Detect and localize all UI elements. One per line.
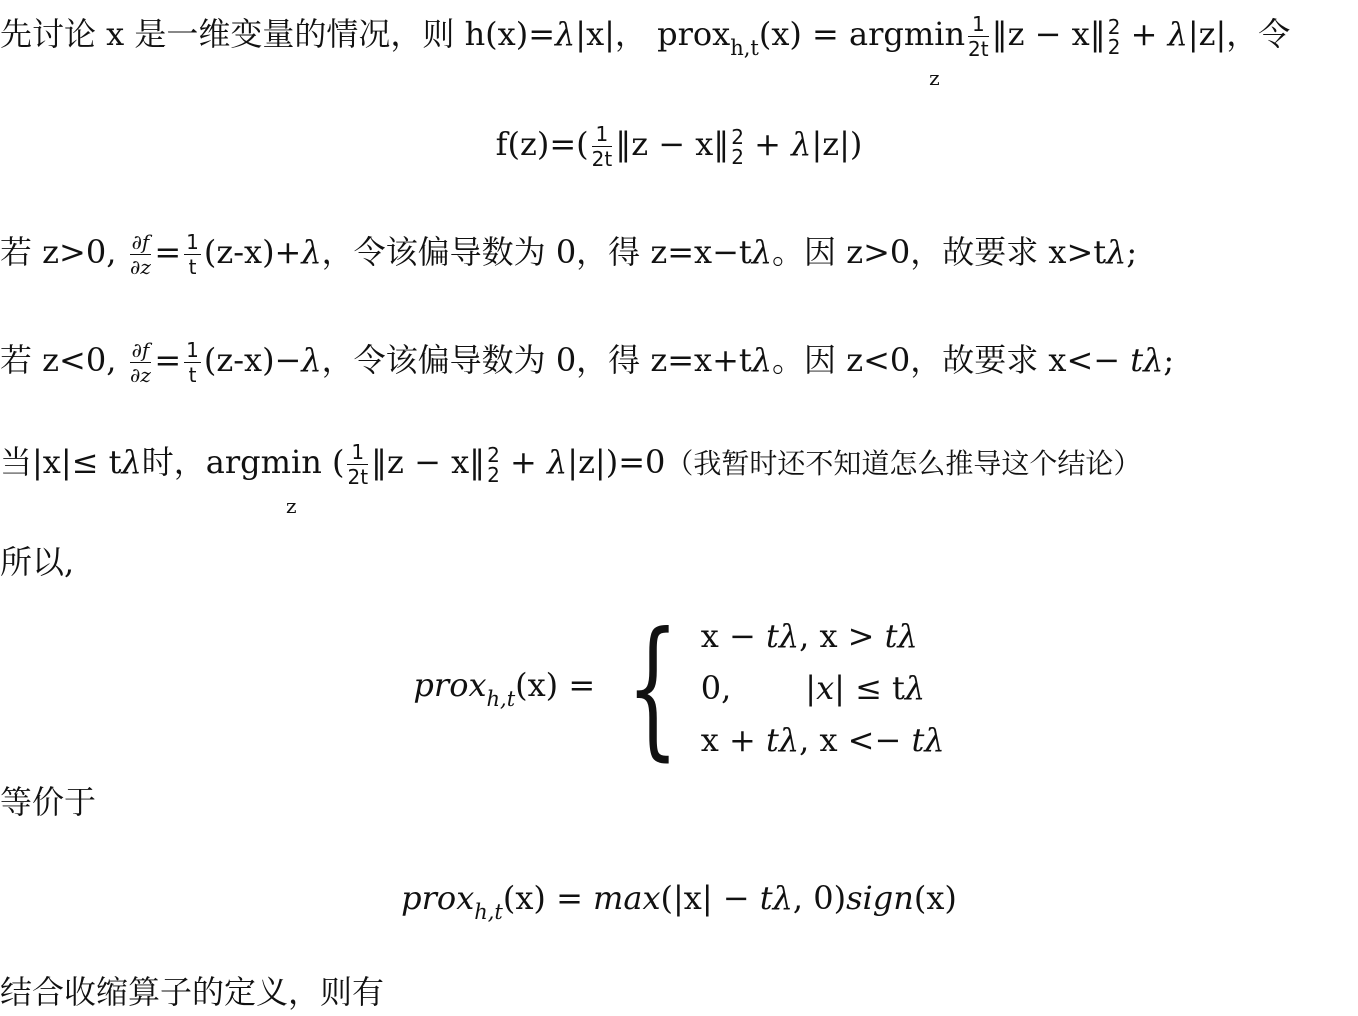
frac-num: 1	[186, 338, 199, 362]
semicolon: ;	[1126, 233, 1138, 271]
norm-expression: ‖z − x‖	[991, 15, 1106, 53]
case-1-a: x −	[700, 616, 766, 655]
abs-part: (|x| −	[660, 879, 760, 917]
derivative-expr: (z-x)+	[203, 233, 302, 271]
intro-end: |z|，令	[1187, 15, 1291, 53]
argmin-prefix: 时，arg	[141, 443, 261, 481]
fraction-1-over-t	[184, 340, 201, 385]
frac-den: t	[188, 363, 197, 387]
min-subscript: z	[929, 66, 940, 90]
frac-num: 1	[347, 442, 368, 465]
author-note: （我暂时还不知道怎么推导这个结论）	[665, 447, 1142, 480]
case-3-cond: , x <−	[799, 720, 912, 759]
prox-label: prox	[657, 15, 731, 53]
norm-expression: ‖z − x‖	[615, 125, 730, 163]
lambda-symbol: λ	[547, 443, 568, 481]
argmin-prefix: (x) = arg	[758, 15, 904, 53]
intro-text: 先讨论 x 是一维变量的情况，则 h(x)=	[0, 15, 556, 53]
fraction-1-over-2t	[968, 14, 989, 59]
norm-sup: 2	[731, 124, 744, 149]
plus-sign: +	[1120, 15, 1168, 53]
case-3	[701, 714, 945, 766]
derivative-expr: (z-x)−	[203, 341, 302, 379]
equals-sign: =	[154, 233, 182, 271]
lambda-symbol: λ	[301, 233, 322, 271]
case-text-2: 。因 z<0，故要求 x<−	[772, 341, 1131, 379]
norm-sub: 2	[487, 462, 500, 487]
case-3-a: x +	[700, 720, 766, 759]
pd-den: ∂z	[129, 255, 151, 279]
case-prefix: 若 z>0,	[0, 233, 127, 271]
plus-sign: +	[499, 443, 547, 481]
left-brace-icon: {	[626, 600, 680, 775]
lambda-symbol: λ	[555, 15, 576, 53]
case-text: ，令该偏导数为 0，得 z=x−t	[321, 233, 752, 271]
case-1	[701, 610, 945, 662]
equals-sign: =	[154, 341, 182, 379]
piecewise-equation	[0, 600, 1358, 775]
frac-num: 1	[592, 124, 613, 147]
therefore-line: 所以,	[0, 543, 75, 581]
t-lambda: tλ	[911, 720, 945, 759]
lambda-symbol: λ	[791, 125, 812, 163]
frac-den: 2t	[591, 147, 613, 171]
fraction-1-over-2t	[592, 124, 613, 169]
max-func: max	[593, 879, 661, 917]
fraction-1-over-2t	[347, 442, 368, 487]
norm-sup: 2	[1107, 14, 1121, 39]
t-lambda: tλ	[1130, 341, 1164, 379]
partial-derivative	[130, 232, 152, 277]
partial-derivative	[130, 340, 152, 385]
abs-x: |x|	[805, 668, 845, 707]
lambda-symbol: λ	[751, 233, 773, 271]
fz-prefix: f(z)=(	[495, 125, 589, 163]
fz-equation	[0, 124, 1358, 169]
frac-num: 1	[968, 14, 989, 37]
zero-result: |z|)=0	[567, 443, 666, 481]
sign-func: sign	[846, 879, 914, 917]
intro-line	[0, 12, 1291, 90]
prox-label: prox	[413, 666, 487, 704]
zero-case-prefix: 当|x|≤ t	[0, 443, 122, 481]
frac-num: 1	[186, 230, 199, 254]
t-lambda: tλ	[765, 616, 800, 655]
zero-part: , 0)	[792, 879, 847, 917]
piecewise-cases	[701, 610, 945, 766]
case-text-2: 。因 z>0，故要求 x>t	[772, 233, 1107, 271]
t-lambda: tλ	[884, 616, 918, 655]
fz-end: |z|)	[811, 125, 863, 163]
hx-end: |x|，	[575, 15, 647, 53]
lambda-symbol: λ	[1167, 15, 1188, 53]
prox-label: prox	[401, 879, 475, 917]
case-1-cond: , x >	[799, 616, 885, 655]
argmin-min	[260, 442, 322, 518]
case-negative-line	[0, 340, 1174, 385]
frac-den: t	[188, 255, 197, 279]
fraction-1-over-t	[184, 232, 201, 277]
pd-den: ∂z	[129, 363, 151, 387]
pd-num: ∂f	[131, 230, 150, 254]
frac-den: 2t	[968, 37, 989, 61]
piecewise-equals: (x) =	[515, 666, 606, 704]
soft-threshold-equation	[0, 878, 1358, 922]
argmin-min	[903, 14, 966, 90]
equivalent-line: 等价于	[0, 783, 97, 821]
frac-den: 2t	[347, 465, 369, 489]
norm-sub: 2	[731, 144, 744, 169]
norm-scripts	[1107, 14, 1121, 59]
t-lambda: tλ	[765, 720, 800, 759]
sign-arg: (x)	[913, 879, 957, 917]
open-paren: (	[321, 443, 345, 481]
norm-sup: 2	[487, 442, 500, 467]
lambda-symbol: λ	[904, 668, 926, 707]
lambda-symbol: λ	[1106, 233, 1127, 271]
t-lambda: tλ	[759, 879, 793, 917]
lambda-symbol: λ	[751, 341, 773, 379]
min-text: min	[903, 15, 966, 53]
prox-subscript: h,t	[486, 687, 516, 711]
case-positive-line	[0, 232, 1137, 277]
prox-subscript: h,t	[730, 36, 759, 60]
norm-expression: ‖z − x‖	[371, 443, 486, 481]
min-text: min	[260, 443, 322, 481]
lambda-symbol: λ	[301, 341, 322, 379]
norm-sub: 2	[1107, 34, 1121, 59]
case-2-cond: ≤ t	[844, 668, 905, 707]
case-text: ，令该偏导数为 0，得 z=x+t	[321, 341, 752, 379]
case-2-a: 0,	[700, 668, 732, 707]
plus-sign: +	[744, 125, 792, 163]
semicolon: ;	[1163, 341, 1175, 379]
prox-subscript: h,t	[474, 900, 503, 924]
equals-part: (x) =	[502, 879, 594, 917]
lambda-symbol: λ	[121, 443, 142, 481]
zero-case-line	[0, 440, 1142, 518]
conclusion-line: 结合收缩算子的定义，则有	[0, 973, 385, 1011]
case-prefix: 若 z<0,	[0, 341, 127, 379]
pd-num: ∂f	[131, 338, 150, 362]
case-2	[701, 662, 945, 714]
norm-scripts	[487, 442, 500, 487]
min-subscript: z	[285, 494, 297, 518]
norm-scripts	[731, 124, 744, 169]
